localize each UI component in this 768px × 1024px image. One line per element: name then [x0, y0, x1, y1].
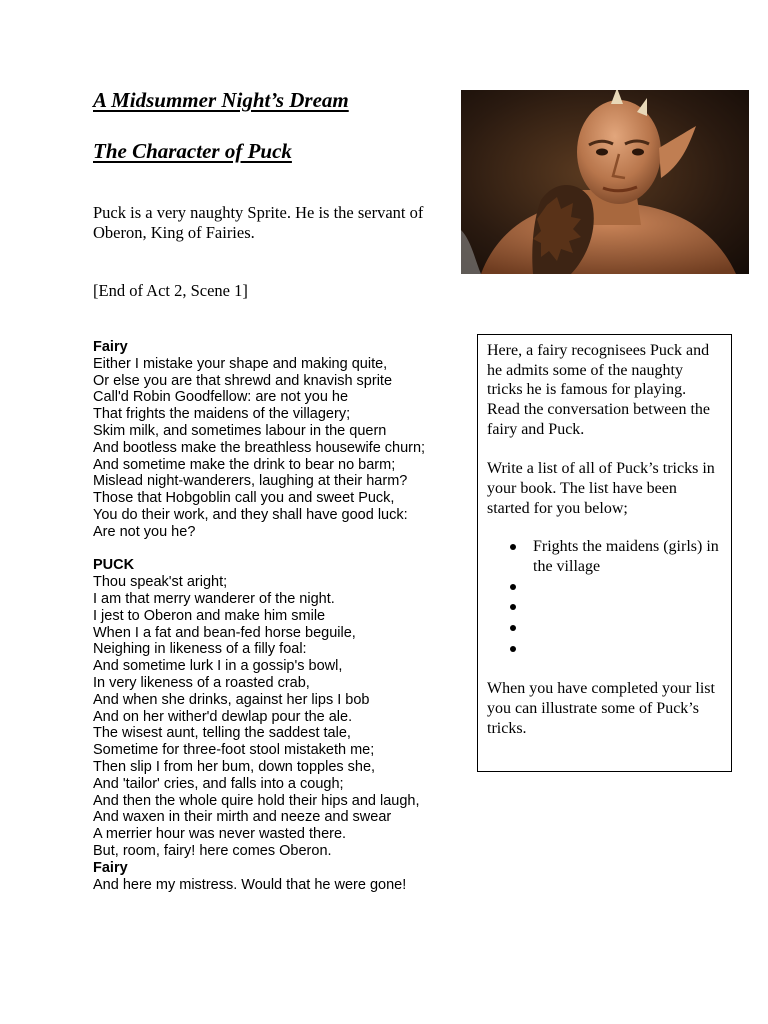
list-item: Frights the maidens (girls) in the village — [487, 537, 722, 576]
list-item — [487, 597, 722, 618]
tricks-list — [487, 537, 722, 659]
poem-line: When I a fat and bean-fed horse beguile, — [93, 624, 356, 641]
poem-line: And on her wither'd dewlap pour the ale. — [93, 708, 353, 725]
poem-dialogue — [93, 339, 463, 893]
poem-line: Or else you are that shrewd and knavish sprite — [93, 372, 393, 389]
poem-line: And waxen in their mirth and neeze and swear — [93, 809, 392, 826]
poem-line: And bootless make the breathless housewife churn; — [93, 439, 426, 456]
task-instructions-2: Write a list of all of Puck’s tricks in your book. The list have been started for you below; — [487, 460, 715, 517]
poem-line: Are not you he? — [93, 523, 196, 540]
poem-line: But, room, fairy! here comes Oberon. — [93, 842, 332, 859]
poem-line: Either I mistake your shape and making quite, — [93, 355, 388, 372]
list-item — [487, 639, 722, 660]
poem-line: And when she drinks, against her lips I bob — [93, 691, 370, 708]
poem-line: Mislead night-wanderers, laughing at their harm? — [93, 473, 408, 490]
poem-line: And here my mistress. Would that he were gone! — [93, 876, 407, 893]
poem-line: Skim milk, and sometimes labour in the quern — [93, 422, 387, 439]
document-subtitle: The Character of Puck — [93, 139, 292, 163]
poem-line: I jest to Oberon and make him smile — [93, 607, 326, 624]
speaker-puck: PUCK — [93, 557, 135, 574]
bullet-icon — [510, 625, 516, 631]
poem-line: And 'tailor' cries, and falls into a cough; — [93, 775, 344, 792]
intro-paragraph: Puck is a very naughty Sprite. He is the servant of Oberon, King of Fairies. — [93, 203, 424, 242]
poem-line: Sometime for three-foot stool mistaketh me; — [93, 742, 375, 759]
task-box — [477, 334, 732, 772]
bullet-icon — [510, 646, 516, 652]
poem-line: That frights the maidens of the villagery; — [93, 406, 351, 423]
poem-line: A merrier hour was never wasted there. — [93, 826, 347, 843]
act-reference: [End of Act 2, Scene 1] — [93, 281, 248, 300]
list-item — [487, 577, 722, 598]
task-instructions-1: Here, a fairy recognisees Puck and he admits some of the naughty tricks he is famous for playing. Read the conversation between the fairy and Puck. — [487, 342, 711, 438]
poem-line: The wisest aunt, telling the saddest tale, — [93, 725, 351, 742]
speaker-fairy: Fairy — [93, 339, 128, 355]
poem-line: And sometime lurk I in a gossip's bowl, — [93, 658, 343, 675]
poem-line: Neighing in likeness of a filly foal: — [93, 641, 307, 658]
poem-line: Thou speak'st aright; — [93, 574, 228, 591]
poem-line: Those that Hobgoblin call you and sweet Puck, — [93, 490, 395, 507]
poem-line: Then slip I from her bum, down topples she, — [93, 758, 376, 775]
poem-line: You do their work, and they shall have good luck: — [93, 506, 408, 523]
bullet-icon — [510, 604, 516, 610]
poem-line: Call'd Robin Goodfellow: are not you he — [93, 389, 349, 406]
document-title: A Midsummer Night’s Dream — [93, 88, 349, 112]
poem-line: And sometime make the drink to bear no barm; — [93, 456, 396, 473]
puck-photo — [461, 90, 749, 274]
bullet-icon — [510, 584, 516, 590]
task-instructions-3: When you have completed your list you can illustrate some of Puck’s tricks. — [487, 680, 715, 737]
poem-line: And then the whole quire hold their hips and laugh, — [93, 792, 420, 809]
list-item — [487, 618, 722, 639]
speaker-fairy-2: Fairy — [93, 859, 128, 876]
poem-line: In very likeness of a roasted crab, — [93, 674, 310, 691]
poem-line: I am that merry wanderer of the night. — [93, 590, 335, 607]
bullet-icon — [510, 544, 516, 550]
